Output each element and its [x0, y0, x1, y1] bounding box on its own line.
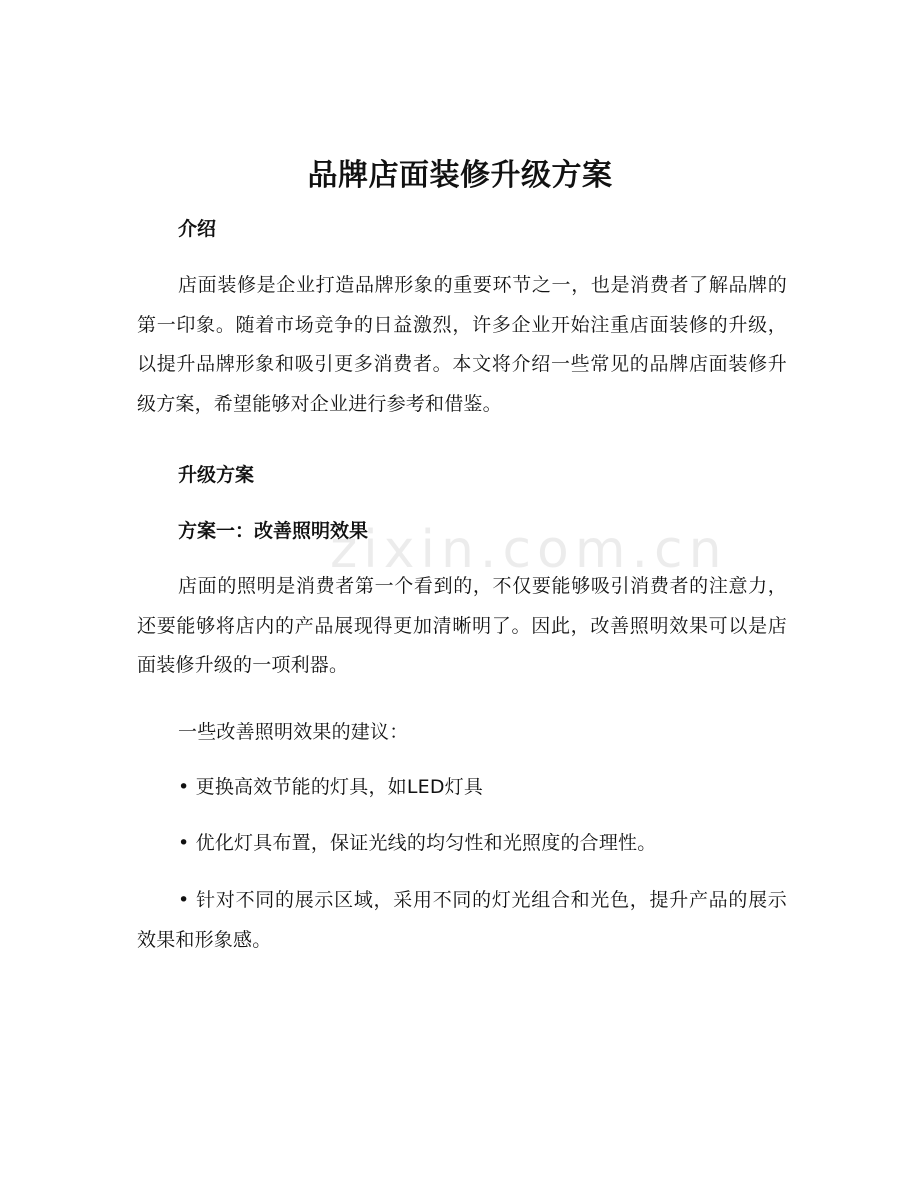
bullet-item: • 针对不同的展示区域，采用不同的灯光组合和光色，提升产品的展示效果和形象感。 — [137, 889, 787, 951]
document-title: 品牌店面装修升级方案 — [307, 158, 613, 193]
bullet-item: • 优化灯具布置，保证光线的均匀性和光照度的合理性。 — [178, 832, 657, 854]
paragraph-plan1: 店面的照明是消费者第一个看到的，不仅要能够吸引消费者的注意力，还要能够将店内的产品展现得更加清晰明了。因此，改善照明效果可以是店面装修升级的一项利器。 — [137, 575, 787, 676]
section-heading-plan1: 方案一：改善照明效果 — [178, 520, 369, 542]
paragraph-intro: 店面装修是企业打造品牌形象的重要环节之一，也是消费者了解品牌的第一印象。随着市场竞争的日益激烈，许多企业开始注重店面装修的升级，以提升品牌形象和吸引更多消费者。本文将介绍一些常见的品牌店面装修升级方案，希望能够对企业进行参考和借鉴。 — [137, 274, 787, 415]
bullet-item: • 更换高效节能的灯具，如LED灯具 — [178, 776, 484, 798]
svg-text:zixin.com.cn: zixin.com.cn — [330, 520, 728, 580]
paragraph-suggestions-intro: 一些改善照明效果的建议： — [178, 721, 409, 743]
section-heading-upgrade: 升级方案 — [178, 464, 255, 486]
section-heading-intro: 介绍 — [178, 218, 217, 240]
